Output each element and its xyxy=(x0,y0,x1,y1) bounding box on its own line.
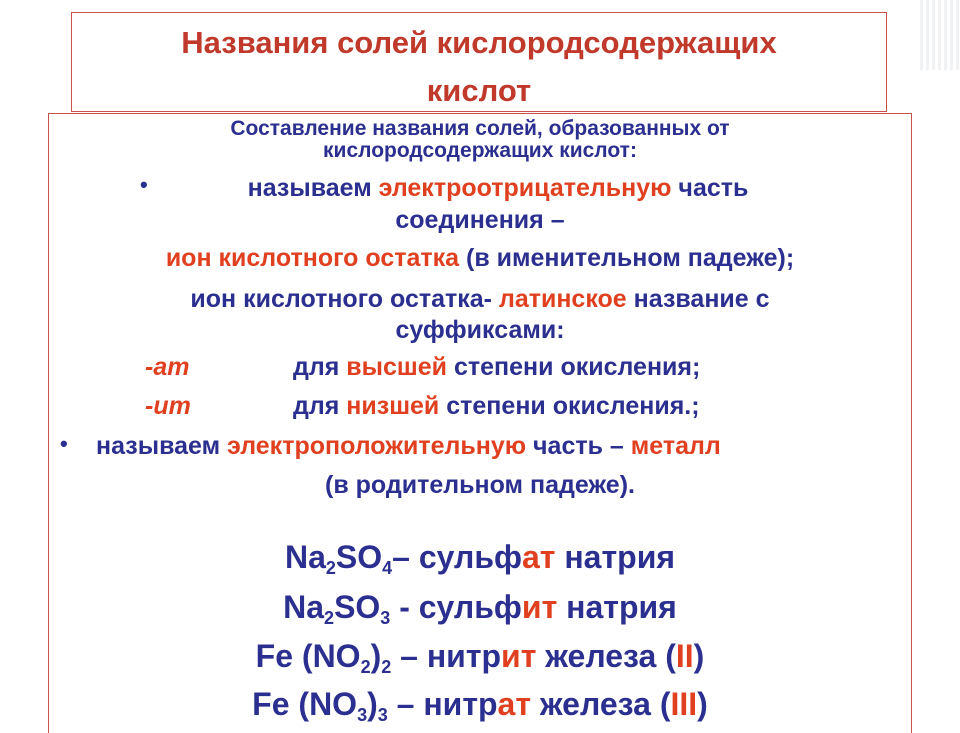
latin-line xyxy=(0,285,960,314)
slide-title xyxy=(71,12,887,112)
formula-2 xyxy=(0,589,960,626)
formula-4 xyxy=(0,686,960,723)
suffix-it-red: низшей xyxy=(346,392,440,420)
suffix-at-post: степени окисления; xyxy=(447,353,701,381)
bullet-1-pre: называем xyxy=(247,174,379,202)
formula-3-part-5: ) xyxy=(693,638,705,674)
formula-4-part-2: ) xyxy=(367,686,378,722)
formula-3 xyxy=(0,638,960,675)
bullet-1-marker: • xyxy=(140,172,148,197)
bullet-1-text xyxy=(18,174,960,203)
bullet-2-red1: электроположительную xyxy=(227,432,527,460)
suffix-it-desc xyxy=(293,392,700,421)
bullet-2-red2: металл xyxy=(630,432,721,460)
formula-1-sub-2: 4 xyxy=(382,558,393,578)
formula-4-sub-1: 3 xyxy=(357,705,368,725)
latin-line-post: название с xyxy=(626,285,770,313)
formula-1 xyxy=(0,539,960,576)
latin-line-red: латинское xyxy=(498,285,627,313)
title-line-2: кислот xyxy=(426,73,532,108)
formula-2-part-3: - сульф xyxy=(390,589,522,625)
formula-3-valence: II xyxy=(675,638,694,674)
ion-line xyxy=(0,244,960,273)
formula-4-sub-2: 3 xyxy=(377,705,388,725)
formula-1-part-4: натрия xyxy=(555,539,676,575)
bullet-2-text xyxy=(96,432,721,461)
formula-3-sub-2: 2 xyxy=(381,657,392,677)
suffix-at: -ат xyxy=(145,353,190,381)
formula-4-part-3: – нитр xyxy=(387,686,498,722)
suffix-it-post: степени окисления.; xyxy=(439,392,700,420)
bullet-2-mid: часть – xyxy=(526,432,631,460)
formula-2-part-2: SO xyxy=(334,589,381,625)
formula-3-part-4: железа ( xyxy=(536,638,676,674)
bullet-1-post: часть xyxy=(671,174,749,202)
formula-4-part-1: Fe (NO xyxy=(252,686,358,722)
suffix-at-pre: для xyxy=(293,353,347,381)
formula-2-sub-1: 2 xyxy=(324,608,335,628)
suffix-at-desc xyxy=(293,353,700,382)
formula-3-suffix: ит xyxy=(501,638,537,674)
formula-3-sub-1: 2 xyxy=(360,657,371,677)
corner-decoration xyxy=(920,0,960,70)
bullet-2-marker: • xyxy=(60,431,68,456)
suffix-it-pre: для xyxy=(293,392,347,420)
formula-3-part-3: – нитр xyxy=(391,638,502,674)
bullet-2-cont: (в родительном падеже). xyxy=(325,471,635,499)
formula-2-part-1: Na xyxy=(283,589,325,625)
formula-1-part-1: Na xyxy=(284,539,326,575)
formula-1-part-3: – сульф xyxy=(392,539,522,575)
suffix-it: -ит xyxy=(145,392,191,420)
formula-3-part-2: ) xyxy=(370,638,382,674)
formula-2-suffix: ит xyxy=(521,589,558,625)
ion-line-red: ион кислотного остатка xyxy=(165,244,460,272)
formula-1-sub-1: 2 xyxy=(325,558,336,578)
formula-4-part-5: ) xyxy=(697,686,708,722)
bullet-1-red: электроотрицательную xyxy=(378,174,672,202)
formula-2-part-4: натрия xyxy=(557,589,677,625)
formula-3-part-1: Fe (NO xyxy=(255,638,361,674)
subtitle-line-1: Составление названия солей, образованных от xyxy=(230,117,730,140)
formula-4-part-4: железа ( xyxy=(531,686,671,722)
formula-1-suffix: ат xyxy=(521,539,556,575)
formula-4-valence: III xyxy=(670,686,698,722)
formula-2-sub-2: 3 xyxy=(380,608,391,628)
ion-line-post: (в именительном падеже); xyxy=(459,244,795,272)
bullet-1-cont: соединения – xyxy=(395,206,565,234)
formula-1-part-2: SO xyxy=(335,539,383,575)
subtitle-line-2: кислородсодержащих кислот: xyxy=(323,139,637,162)
title-line-1: Названия солей кислородсодержащих xyxy=(181,25,777,60)
suffix-at-red: высшей xyxy=(346,353,448,381)
latin-line-cont: суффиксами: xyxy=(395,316,565,344)
bullet-2-pre: называем xyxy=(96,432,228,460)
latin-line-pre: ион кислотного остатка- xyxy=(190,285,499,313)
formula-4-suffix: ат xyxy=(497,686,532,722)
